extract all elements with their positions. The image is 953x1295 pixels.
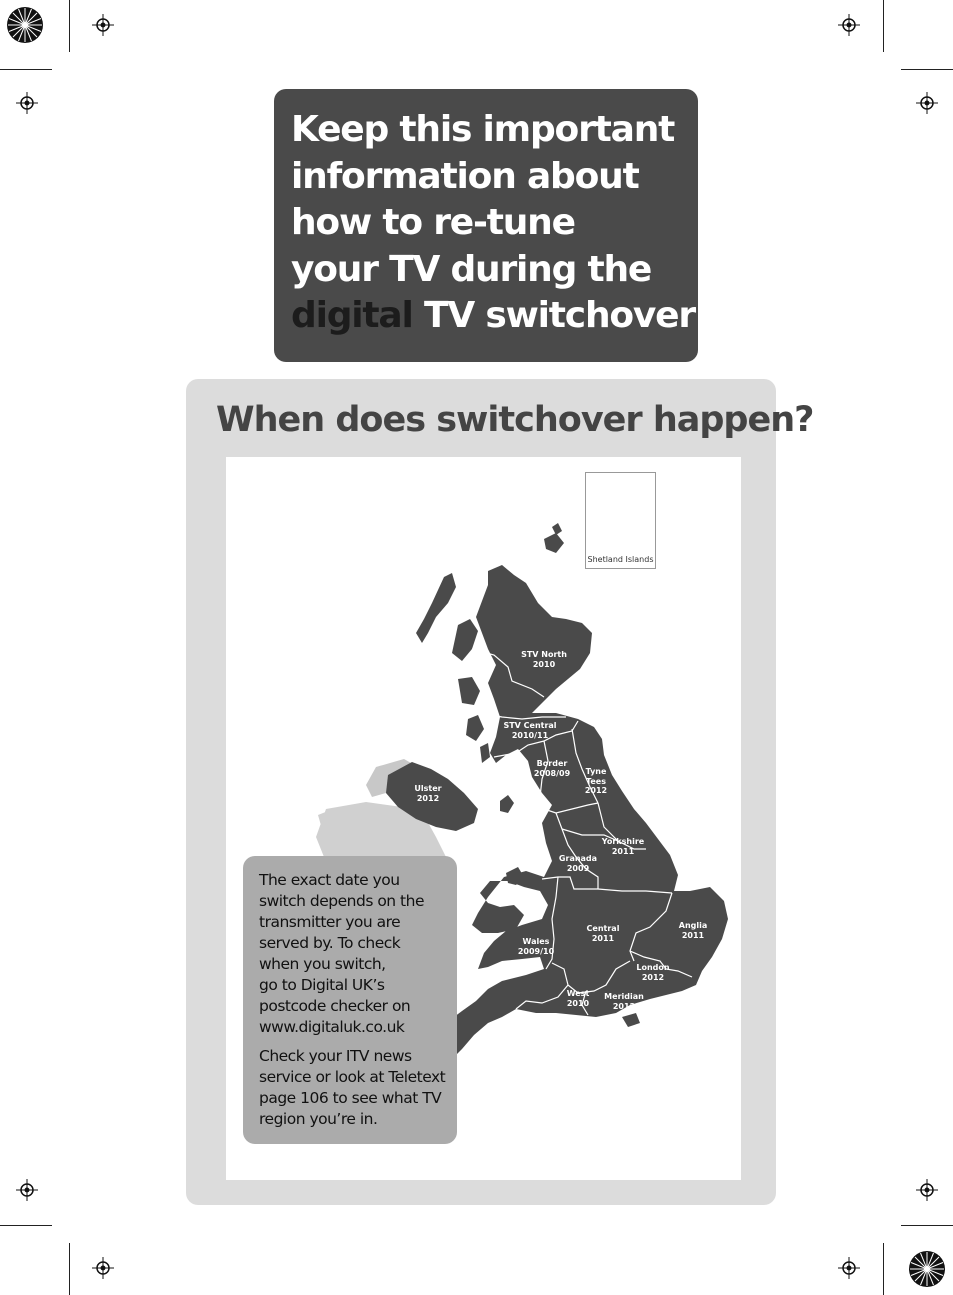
crop-line: [901, 69, 953, 70]
registration-mark-icon: [92, 1257, 114, 1279]
crop-line: [883, 0, 884, 52]
shetland-label: Shetland Islands: [587, 555, 654, 564]
uk-map: [226, 457, 741, 1180]
crop-line: [901, 1225, 953, 1226]
mull-shape: [458, 677, 480, 705]
crop-line: [0, 1225, 52, 1226]
registration-mark-icon: [838, 1257, 860, 1279]
skye-shape: [452, 619, 478, 661]
isle-of-wight-shape: [622, 1013, 640, 1027]
registration-mark-icon: [16, 1179, 38, 1201]
islay-shape: [466, 715, 484, 741]
crop-line: [883, 1243, 884, 1295]
region-label-ulster: Ulster 2012: [414, 784, 442, 803]
region-label-granada: Granada 2009: [558, 854, 598, 873]
info-paragraph-itv-region: Check your ITV news service or look at Teletext page 106 to see what TV region you’re in.: [259, 1047, 446, 1128]
region-label-london: London 2012: [636, 963, 670, 982]
crop-line: [0, 69, 52, 70]
header-title-line-rest: TV switchover: [424, 295, 695, 336]
info-callout: [243, 856, 457, 1144]
header-box: [274, 89, 698, 362]
crop-line: [69, 0, 70, 52]
header-title-line: your TV during the: [291, 248, 652, 290]
shetland-inset: [585, 472, 656, 569]
registration-mark-icon: [916, 1179, 938, 1201]
switchover-panel: [186, 379, 814, 1205]
header-title-line: information about: [291, 155, 639, 197]
info-paragraph-switch-date: The exact date you switch depends on the transmitter you are served by. To check when you switch, go to Digital UK’s postcode checker on www.digitaluk.co.uk: [259, 871, 424, 1036]
region-label-meridian: Meridian 2012: [604, 992, 644, 1011]
region-label-wales: Wales 2009/10: [517, 937, 555, 956]
header-title-line: how to re-tune: [291, 202, 575, 243]
orkney-shape: [544, 523, 564, 553]
registration-rosette-icon: [907, 1249, 947, 1289]
registration-mark-icon: [838, 14, 860, 36]
registration-mark-icon: [16, 92, 38, 114]
header-title-line: Keep this important: [291, 109, 675, 150]
arran-shape: [480, 743, 490, 763]
region-label-west-country: West Country 2009: [504, 1016, 566, 1035]
hebrides-shape: [416, 573, 456, 643]
registration-rosette-icon: [5, 5, 45, 45]
region-label-yorkshire: Yorkshire 2011: [601, 837, 645, 856]
region-label-border: Border 2008/09: [533, 759, 571, 778]
digital-wordmark: digital: [291, 295, 413, 336]
region-label-stv-north: STV North 2010: [521, 650, 567, 669]
region-label-anglia: Anglia 2011: [678, 921, 708, 940]
registration-mark-icon: [916, 92, 938, 114]
registration-mark-icon: [92, 14, 114, 36]
crop-line: [69, 1243, 70, 1295]
region-label-central: Central 2011: [586, 924, 620, 943]
section-heading: When does switchover happen?: [216, 400, 814, 440]
isle-of-man-shape: [500, 795, 514, 813]
region-label-west: West 2010: [566, 989, 590, 1008]
region-label-stv-central: STV Central 2010/11: [503, 721, 557, 740]
header-title-last-line: [291, 293, 695, 340]
header-title: [291, 107, 695, 340]
region-label-tyne-tees: Tyne Tees 2012: [584, 767, 608, 795]
